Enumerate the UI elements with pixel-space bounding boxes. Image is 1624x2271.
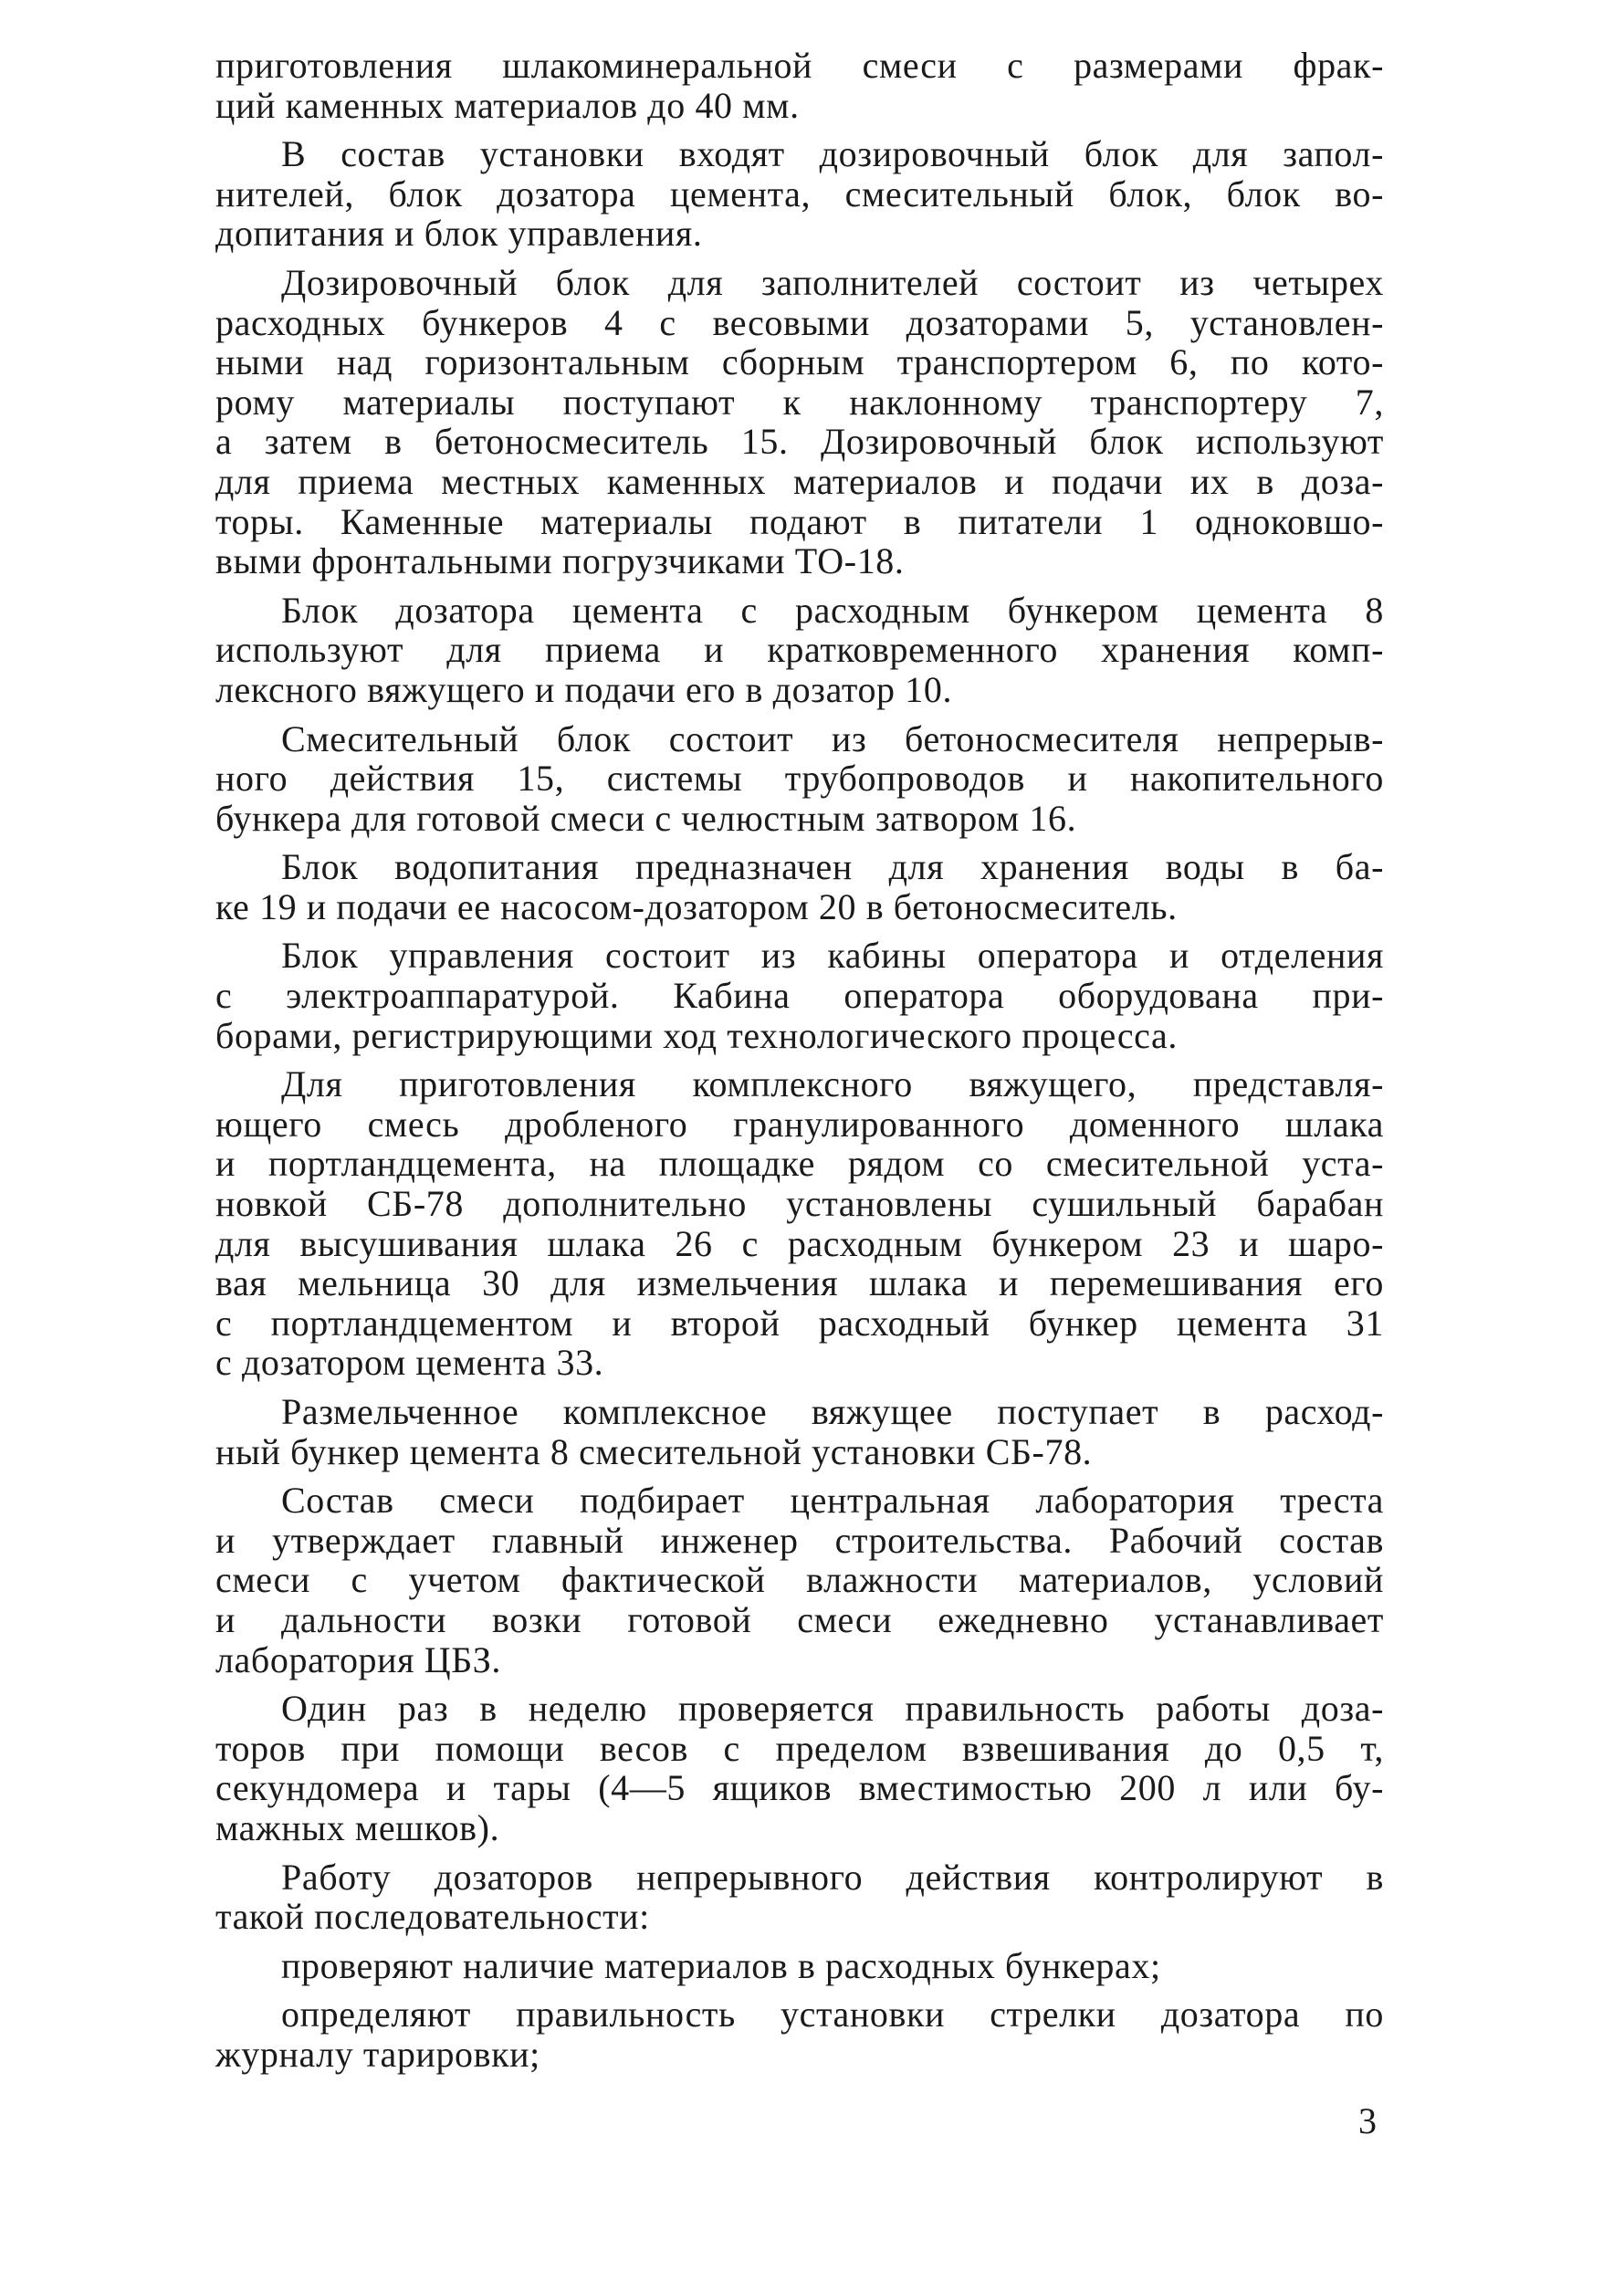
text-line: и портландцемента, на площадке рядом со смесительной уста- xyxy=(215,1143,1384,1185)
text-line: В состав установки входят дозировочный блок для запол- xyxy=(281,133,1384,175)
text-line: Смесительный блок состоит из бетоносмесителя непрерыв- xyxy=(281,717,1384,759)
text-line: смеси с учетом фактической влажности материалов, условий xyxy=(215,1559,1384,1601)
text-line: Работу дозаторов непрерывного действия контролируют в xyxy=(281,1856,1384,1898)
text-line: борами, регистрирующими ход технологического процесса. xyxy=(215,1014,1178,1056)
text-line: Для приготовления комплексного вяжущего, представля- xyxy=(281,1063,1384,1105)
page-number: 3 xyxy=(1358,2100,1377,2141)
text-line: торов при помощи весов с пределом взвешивания до 0,5 т, xyxy=(215,1727,1384,1769)
text-line: ный бункер цемента 8 смесительной установки СБ-78. xyxy=(215,1430,1093,1472)
text-line: Блок водопитания предназначен для хранения воды в ба- xyxy=(281,846,1384,888)
text-line: выми фронтальными погрузчиками ТО-18. xyxy=(215,540,905,582)
text-line: и утверждает главный инженер строительства. Рабочий состав xyxy=(215,1519,1384,1561)
text-line: и дальности возки готовой смеси ежедневно устанавливает xyxy=(215,1598,1384,1640)
text-line: Один раз в неделю проверяется правильность работы доза- xyxy=(281,1688,1384,1730)
text-line: новкой СБ-78 дополнительно установлены сушильный барабан xyxy=(215,1183,1384,1225)
text-line: с электроаппаратурой. Кабина оператора оборудована при- xyxy=(215,975,1384,1017)
text-line: секундомера и тары (4—5 ящиков вместимостью 200 л или бу- xyxy=(215,1767,1384,1809)
text-line: мажных мешков). xyxy=(215,1806,500,1848)
text-line: расходных бункеров 4 с весовыми дозаторами 5, установлен- xyxy=(215,301,1384,343)
text-line: такой последовательности: xyxy=(215,1896,650,1938)
body-text xyxy=(215,46,1384,2075)
text-line: Блок дозатора цемента с расходным бункером цемента 8 xyxy=(281,589,1384,631)
text-line: с дозатором цемента 33. xyxy=(215,1342,604,1384)
text-line: Размельченное комплексное вяжущее поступает в расход- xyxy=(281,1391,1384,1432)
text-line: проверяют наличие материалов в расходных бункерах; xyxy=(281,1944,1161,1986)
text-line: вая мельница 30 для измельчения шлака и перемешивания его xyxy=(215,1262,1384,1304)
text-line: нителей, блок дозатора цемента, смесительный блок, блок во- xyxy=(215,173,1384,215)
text-line: ными над горизонтальным сборным транспортером 6, по кото- xyxy=(215,341,1384,383)
text-line: рому материалы поступают к наклонному транспортеру 7, xyxy=(215,381,1384,423)
text-line: используют для приема и кратковременного хранения комп- xyxy=(215,629,1384,671)
text-line: определяют правильность установки стрелки дозатора по xyxy=(281,1994,1384,2036)
text-line: ного действия 15, системы трубопроводов и накопительного xyxy=(215,758,1384,800)
text-line: приготовления шлакоминеральной смеси с размерами фрак- xyxy=(215,45,1384,86)
text-line: Состав смеси подбирает центральная лаборатория треста xyxy=(281,1480,1384,1522)
text-line: лаборатория ЦБЗ. xyxy=(215,1638,502,1680)
text-line: Блок управления состоит из кабины оператора и отделения xyxy=(281,935,1384,977)
text-line: ющего смесь дробленого гранулированного доменного шлака xyxy=(215,1103,1384,1145)
text-line: ций каменных материалов до 40 мм. xyxy=(215,84,800,126)
text-line: бункера для готовой смеси с челюстным затвором 16. xyxy=(215,797,1077,839)
text-line: торы. Каменные материалы подают в питатели 1 одноковшо- xyxy=(215,500,1384,542)
text-line: ке 19 и подачи ее насосом-дозатором 20 в бетоносмеситель. xyxy=(215,885,1178,927)
text-line: а затем в бетоносмеситель 15. Дозировочный блок используют xyxy=(215,421,1384,463)
text-line: журналу тарировки; xyxy=(215,2033,540,2075)
text-line: для приема местных каменных материалов и подачи их в доза- xyxy=(215,460,1384,502)
text-line: допитания и блок управления. xyxy=(215,213,703,255)
text-line: для высушивания шлака 26 с расходным бункером 23 и шаро- xyxy=(215,1222,1384,1264)
text-line: Дозировочный блок для заполнителей состоит из четырех xyxy=(281,261,1384,303)
paragraph-gap xyxy=(215,710,1384,719)
text-line: лексного вяжущего и подачи его в дозатор 10. xyxy=(215,668,953,710)
text-line: с портландцементом и второй расходный бункер цемента 31 xyxy=(215,1302,1384,1344)
